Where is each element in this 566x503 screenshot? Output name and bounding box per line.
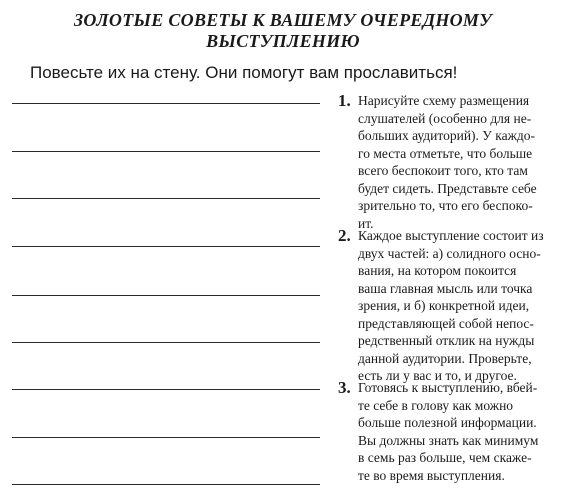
writing-line [12,151,320,152]
writing-line [12,295,320,296]
writing-line [12,484,320,485]
writing-line [12,246,320,247]
tip-number: 3. [338,378,351,397]
writing-line [12,437,320,438]
writing-line [12,198,320,199]
writing-line [12,103,320,104]
tip-item [332,379,557,484]
writing-lines [12,0,320,503]
tip-item [332,227,557,385]
page-title-line-1: ЗОЛОТЫЕ СОВЕТЫ К ВАШЕМУ ОЧЕРЕДНОМУ [73,10,493,30]
page-title-line-2: ВЫСТУПЛЕНИЮ [206,31,360,51]
tip-text: Каждое выступление состоит из двух частей: а) солидного осно- вания, на котором покоится ваша главная мысль или точка зрения, и б) конкретной идеи, представляющей собой непос- редственный отклик на нужды данной аудитории. Проверьте, есть ли у вас и то, и другое. [358,228,544,383]
writing-line [12,389,320,390]
tip-item [332,92,557,232]
page-subtitle: Повесьте их на стену. Они помогут вам прославиться! [30,63,458,82]
writing-line [12,342,320,343]
tip-number: 1. [338,91,351,110]
tip-number: 2. [338,226,351,245]
tip-text: Нарисуйте схему размещения слушателей (особенно для не- больших аудиторий). У каждо- го места отметьте, что больше всего беспокоит того, кто там будет сидеть. Представьте себе зрительно то, что его беспоко- ит. [358,93,537,231]
tip-text: Готовясь к выступлению, вбей- те себе в голову как можно больше полезной информации. Вы должны знать как минимум в семь раз больше, чем скаже- те во время выступления. [358,380,539,483]
